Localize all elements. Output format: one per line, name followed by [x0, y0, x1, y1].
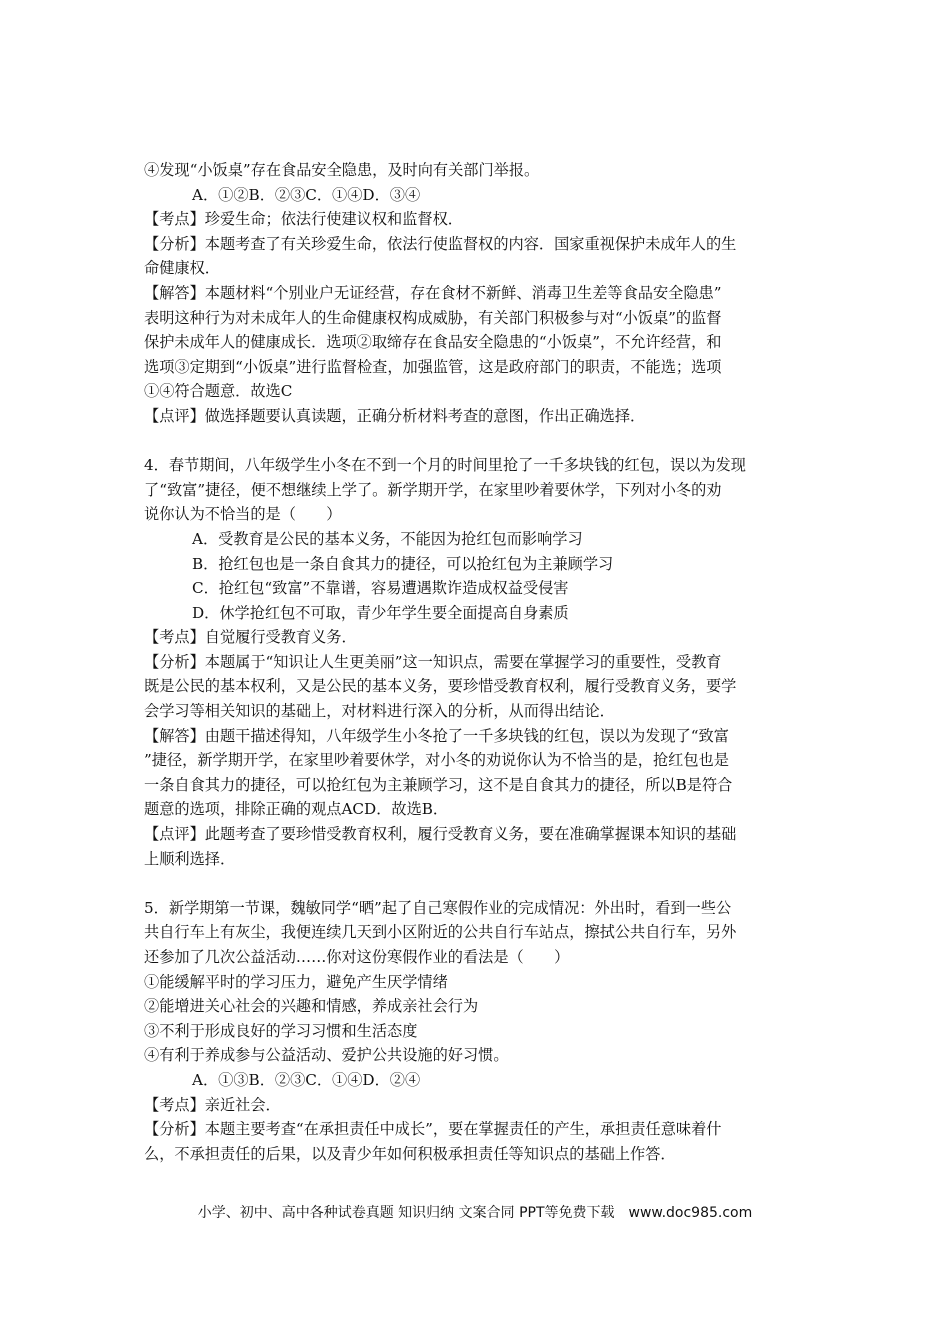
text-line: 了“致富”捷径，便不想继续上学了。新学期开学，在家里吵着要休学，下列对小冬的劝: [144, 480, 722, 499]
text-line: 【考点】亲近社会．: [144, 1095, 281, 1114]
text-line: ①能缓解平时的学习压力，避免产生厌学情绪: [144, 972, 448, 991]
answer-option-line: D．休学抢红包不可取，青少年学生要全面提高自身素质: [192, 603, 569, 622]
paragraph-gap: [144, 871, 814, 896]
text-line: 上顺利选择．: [144, 849, 236, 868]
paragraph-gap: [144, 429, 814, 454]
text-line: 保护未成年人的健康成长．选项②取缔存在食品安全隐患的“小饭桌”，不允许经营，和: [144, 333, 722, 352]
text-line: 【考点】珍爱生命；依法行使建议权和监督权．: [144, 210, 463, 229]
text-line: 共自行车上有灰尘，我便连续几天到小区附近的公共自行车站点，擦拭公共自行车，另外: [144, 923, 737, 942]
text-line: 么，不承担责任的后果，以及青少年如何积极承担责任等知识点的基础上作答．: [144, 1144, 676, 1163]
text-line: ②能增进关心社会的兴趣和情感，养成亲社会行为: [144, 997, 479, 1016]
text-line: 【解答】由题干描述得知，八年级学生小冬抢了一千多块钱的红包，误以为发现了“致富: [144, 726, 729, 745]
answer-option-line: A．受教育是公民的基本义务，不能因为抢红包而影响学习: [192, 529, 583, 548]
text-line: 4．春节期间，八年级学生小冬在不到一个月的时间里抢了一千多块钱的红包，误以为发现: [144, 456, 746, 475]
text-line: 既是公民的基本权利，又是公民的基本义务，要珍惜受教育权利，履行受教育义务，要学: [144, 677, 737, 696]
text-line: ④发现“小饭桌”存在食品安全隐患，及时向有关部门举报。: [144, 161, 540, 179]
text-line: 【点评】此题考查了要珍惜受教育权利，履行受教育义务，要在准确掌握课本知识的基础: [144, 825, 737, 844]
text-line: 命健康权．: [144, 259, 220, 278]
text-line: 【分析】本题主要考查“在承担责任中成长”，要在掌握责任的产生，承担责任意味着什: [144, 1120, 722, 1139]
text-line: 【分析】本题属于“知识让人生更美丽”这一知识点，需要在掌握学习的重要性，受教育: [144, 652, 722, 671]
text-line: ①④符合题意．故选C: [144, 382, 293, 401]
text-line: 题意的选项，排除正确的观点ACD．故选B．: [144, 800, 449, 819]
text-line: 会学习等相关知识的基础上，对材料进行深入的分析，从而得出结论．: [144, 702, 615, 721]
text-line: 还参加了几次公益活动……你对这份寒假作业的看法是（ ）: [144, 948, 570, 966]
answer-option-line: B．抢红包也是一条自食其力的捷径，可以抢红包为主兼顾学习: [192, 554, 614, 573]
text-line: 选项③定期到“小饭桌”进行监督检查，加强监管，这是政府部门的职责，不能选；选项: [144, 357, 722, 376]
text-line: 说你认为不恰当的是（ ）: [144, 505, 342, 524]
text-line: 【点评】做选择题要认真读题，正确分析材料考查的意图，作出正确选择．: [144, 406, 646, 425]
text-line: 表明这种行为对未成年人的生命健康权构成威胁，有关部门积极参与对“小饭桌”的监督: [144, 308, 722, 327]
text-line: 【考点】自觉履行受教育义务．: [144, 628, 357, 647]
text-line: 【解答】本题材料“个别业户无证经营，存在食材不新鲜、消毒卫生差等食品安全隐患”: [144, 283, 722, 302]
text-line: ③不利于形成良好的学习习惯和生活态度: [144, 1021, 418, 1040]
text-line: 【分析】本题考查了有关珍爱生命，依法行使监督权的内容．国家重视保护未成年人的生: [144, 234, 737, 253]
text-line: 一条自食其力的捷径，可以抢红包为主兼顾学习，这不是自食其力的捷径，所以B是符合: [144, 775, 733, 794]
document-body: [144, 158, 814, 1166]
text-line: ④有利于养成参与公益活动、爱护公共设施的好习惯。: [144, 1046, 509, 1065]
answer-option-line: A．①③B．②③C．①④D．②④: [192, 1070, 421, 1089]
page-footer: 小学、初中、高中各种试卷真题 知识归纳 文案合同 PPT等免费下载 www.doc985.com: [197, 1205, 753, 1221]
answer-option-line: C．抢红包“致富”不靠谱，容易遭遇欺诈造成权益受侵害: [192, 579, 569, 598]
answer-option-line: A．①②B．②③C．①④D．③④: [192, 185, 421, 204]
text-line: ”捷径，新学期开学，在家里吵着要休学，对小冬的劝说你认为不恰当的是，抢红包也是: [144, 751, 729, 770]
text-line: 5．新学期第一节课，魏敏同学“晒”起了自己寒假作业的完成情况：外出时，看到一些公: [144, 898, 732, 917]
